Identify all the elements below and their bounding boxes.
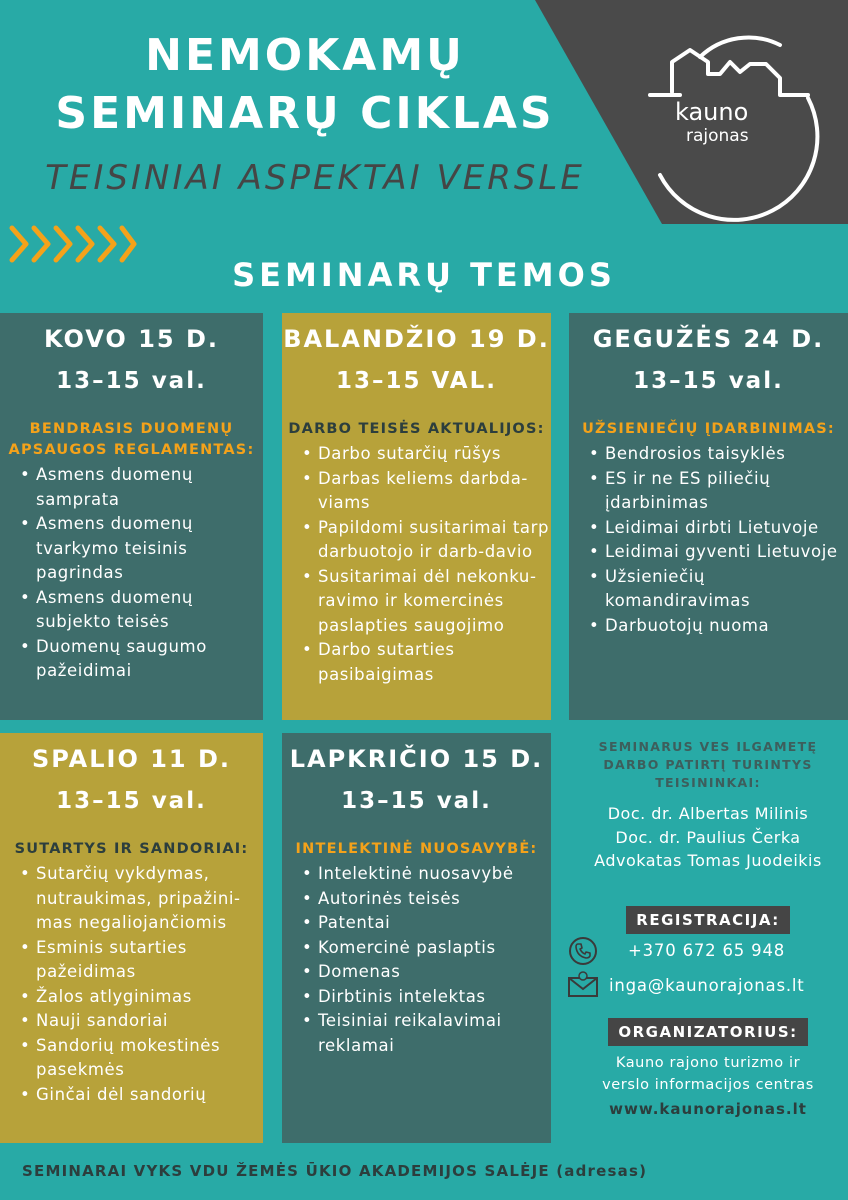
seminar-item-list <box>0 463 263 684</box>
seminar-card <box>0 733 263 1143</box>
list-item: • Duomenų saugumo pažeidimai <box>20 635 263 684</box>
footer-venue: SEMINARAI VYKS VDU ŽEMĖS ŪKIO AKADEMIJOS SALĖJE (adresas) <box>22 1162 648 1180</box>
registration-label: REGISTRACIJA: <box>626 906 789 934</box>
seminar-card <box>0 313 263 720</box>
list-item: • Asmens duomenų tvarkymo teisinis pagrindas <box>20 512 263 586</box>
seminar-date: KOVO 15 D. <box>44 325 219 353</box>
phone-link[interactable]: +370 672 65 948 <box>628 941 786 960</box>
list-item: • Asmens duomenų samprata <box>20 463 263 512</box>
seminar-item-list <box>282 442 551 687</box>
logo-text-kauno: kauno <box>675 98 749 126</box>
logo-text-rajonas: rajonas <box>686 126 749 146</box>
seminar-item-list <box>569 442 848 638</box>
lecturer-name: Doc. dr. Paulius Čerka <box>615 827 801 847</box>
list-item: • Dirbtinis intelektas <box>302 985 551 1010</box>
seminar-time: 13–15 val. <box>341 788 492 814</box>
list-item: • Nauji sandoriai <box>20 1009 263 1034</box>
seminar-topic: BENDRASIS DUOMENŲ APSAUGOS REGLAMENTAS: <box>8 421 255 458</box>
list-item: • Leidimai gyventi Lietuvoje <box>589 540 848 565</box>
organizer-name: Kauno rajono turizmo ir verslo informacijos centras <box>602 1055 814 1093</box>
organizer-label: ORGANIZATORIUS: <box>608 1018 807 1046</box>
email-link[interactable]: inga@kaunorajonas.lt <box>609 976 805 995</box>
seminar-date: BALANDŽIO 19 D. <box>283 325 550 353</box>
list-item: • Žalos atlyginimas <box>20 985 263 1010</box>
list-item: • Bendrosios taisyklės <box>589 442 848 467</box>
page-title-line1: NEMOKAMŲ <box>145 30 465 81</box>
list-item: • Autorinės teisės <box>302 887 551 912</box>
list-item: • Asmens duomenų subjekto teisės <box>20 586 263 635</box>
seminar-time: 13–15 VAL. <box>336 368 497 394</box>
list-item: • Susitarimai dėl nekonku-ravimo ir komercinės paslapties saugojimo <box>302 565 551 639</box>
list-item: • Darbo sutarčių rūšys <box>302 442 551 467</box>
list-item: • Darbo sutarties pasibaigimas <box>302 638 551 687</box>
list-item: • Užsieniečių komandiravimas <box>589 565 848 614</box>
seminar-time: 13–15 val. <box>56 788 207 814</box>
list-item: • Teisiniai reikalavimai reklamai <box>302 1009 551 1058</box>
seminar-item-list <box>282 862 551 1058</box>
seminar-date: GEGUŽĖS 24 D. <box>592 325 825 353</box>
lecturers-heading: SEMINARUS VES ILGAMETĘ DARBO PATIRTĮ TURINTYS TEISININKAI: <box>598 739 818 790</box>
lecturer-name: Doc. dr. Albertas Milinis <box>607 804 809 823</box>
list-item: • Domenas <box>302 960 551 985</box>
seminar-topic: SUTARTYS IR SANDORIAI: <box>14 841 249 857</box>
list-item: • Patentai <box>302 911 551 936</box>
seminar-topic: INTELEKTINĖ NUOSAVYBĖ: <box>295 841 538 857</box>
list-item: • Papildomi susitarimai tarp darbuotojo ir darb-davio <box>302 516 551 565</box>
info-panel <box>568 738 848 873</box>
seminar-date: SPALIO 11 D. <box>31 745 232 773</box>
list-item: • Intelektinė nuosavybė <box>302 862 551 887</box>
seminar-topic: DARBO TEISĖS AKTUALIJOS: <box>288 421 545 437</box>
seminar-card <box>569 313 848 720</box>
lecturer-name: Advokatas Tomas Juodeikis <box>594 851 822 870</box>
seminar-time: 13–15 val. <box>56 368 207 394</box>
seminar-topic: UŽSIENIEČIŲ ĮDARBINIMAS: <box>582 421 835 437</box>
list-item: • Leidimai dirbti Lietuvoje <box>589 516 848 541</box>
seminar-time: 13–15 val. <box>633 368 784 394</box>
list-item: • Darbas keliems darbda-viams <box>302 467 551 516</box>
list-item: • Sandorių mokestinės pasekmės <box>20 1034 263 1083</box>
phone-icon <box>567 935 599 967</box>
list-item: • Esminis sutarties pažeidimas <box>20 936 263 985</box>
seminar-card <box>282 313 551 720</box>
seminar-item-list <box>0 862 263 1107</box>
section-title: SEMINARŲ TEMOS <box>232 256 616 294</box>
organizer-website-link[interactable]: www.kaunorajonas.lt <box>609 1100 807 1118</box>
page-subtitle: TEISINIAI ASPEKTAI VERSLE <box>45 158 585 198</box>
list-item: • Ginčai dėl sandorių <box>20 1083 263 1108</box>
list-item: • Darbuotojų nuoma <box>589 614 848 639</box>
page-title-line2: SEMINARŲ CIKLAS <box>55 88 555 139</box>
list-item: • Komercinė paslaptis <box>302 936 551 961</box>
list-item: • Sutarčių vykdymas, nutraukimas, pripažini-mas negaliojančiomis <box>20 862 263 936</box>
list-item: • ES ir ne ES piliečių įdarbinimas <box>589 467 848 516</box>
email-icon <box>567 970 599 998</box>
seminar-card <box>282 733 551 1143</box>
seminar-date: LAPKRIČIO 15 D. <box>289 745 544 773</box>
